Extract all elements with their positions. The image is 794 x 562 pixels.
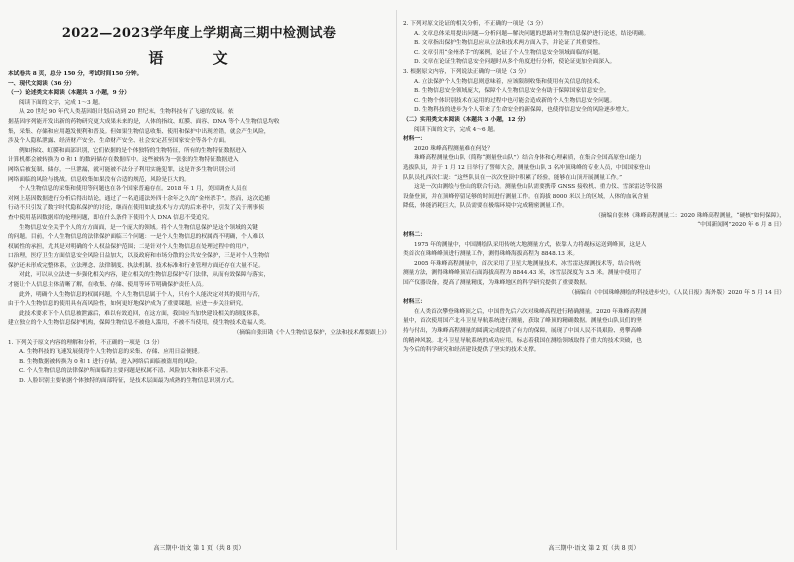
text-line: D. 生物科技的进步为个人带来了生命安全的新保障，也使得信息安全的风险逐步增大。: [414, 107, 633, 114]
text-line: 网络面临的风险与挑战。信息收集如果没有合适的规范，风险是巨大的。: [8, 176, 190, 183]
text-line: 1975 年的测量中，中国测绘队采用传统大地测量方式，依靠人力将觇标运送到峰顶，这是人: [414, 241, 647, 248]
text-line: 从 20 世纪 90 年代人类基因组计划启动到 20 世纪末，生物科技有了飞速的发展。依: [19, 109, 234, 116]
text-line: D. 文章在论证生物信息安全问题时从多个角度进行分析，使论证更加全面深入。: [414, 59, 616, 66]
text-line: A. 文章总体采用提出问题—分析问题—解决问题的思路对生物信息保护进行论述，结论明确。: [414, 30, 650, 37]
left-page: [8, 0, 390, 562]
text-line: 本试卷共 8 页，总分 150 分，考试时间150 分钟。: [8, 71, 143, 77]
text-line: C. 生物个体识别技术在运用的过程中也可能会造成新的个人生物信息安全问题。: [414, 97, 616, 104]
text-line: 类首次在珠峰峰顶进行测量工作，测得珠峰海拔高程为 8848.13 米。: [403, 251, 579, 258]
exam-subject: 语 文: [148, 49, 250, 67]
text-line: 2005 年珠峰高程测量中，首次采用了卫星大地测量技术、冰雪雷达探测技术等，结合传统: [414, 260, 641, 267]
text-line: C. 文章引用“金州杀手”的案例，论证了个人生物信息安全领域面临的问题。: [414, 49, 604, 56]
text-line: （摘编自张林《珠峰高程测量二：2020 珠峰高程测量，“硬核”如何保障》，: [595, 212, 785, 219]
text-line: （二）实用类文本阅读（本题共 3 小题，12 分）: [403, 116, 529, 123]
text-line: 2. 下列对原文论证的相关分析，不正确的一项是（3 分）: [403, 21, 547, 27]
text-line: 降低，体能消耗巨大，队员需要在极端环境中完成精密测量工作。: [403, 203, 568, 210]
text-line: 阅读下面的文字，完成 1～3 题。: [19, 99, 104, 106]
text-line: 个人生物信息的采集和使用等问题也在各个国家普遍存在。2018 年 1 月，美国调查人员在: [19, 186, 248, 193]
text-line: 口治理，医疗卫生方面信息安全风险日益加大，以及政府和市场分散的公共安全保护，三是对个人生物信: [8, 253, 270, 260]
text-line: 材料二：: [403, 232, 426, 239]
text-line: 选拔队员，并于 1 月 12 日举行了誓师大会，测量登山队 3 名冲顶珠峰的专业人员，中国国家登山: [403, 164, 651, 171]
text-line: 材料一：: [403, 136, 426, 143]
text-line: 在人类首次攀登珠峰顶之后，中国曾先后六次对珠峰高程进行精确测量。2020 年珠峰高程测: [414, 308, 647, 315]
text-line: 持与付出，为珠峰高程测量的圆满完成提供了有力的保障，展现了中国人民不畏艰险、勇攀高峰: [403, 328, 642, 334]
text-line: 据基因序列能开发出新的药物研究更大成果未来的是，人体的指纹、虹膜、面容、DNA 等个人生物信息均收: [8, 118, 280, 125]
text-line: 2020 珠峰高程测量难在何处？: [414, 145, 493, 152]
text-line: 对此，可以从立法进一步强化相关内容，建立相关的生物信息保护专门法律，从而有效保障与落实，: [19, 272, 270, 279]
text-line: 保护还未形成完整体系，立法理念、法律制度、执法机制、技术标准和行业管理方面还存在大量不足。: [8, 262, 264, 269]
text-line: 网络后被复制、储存，一旦泄漏，就可能被不法分子利用实施犯罪，这是许多生物识别公司: [8, 166, 236, 173]
text-line: 生物信息安全关乎个人的方方面面，是一个庞大的领域。将个人生物信息保护是这个领域的关键: [19, 224, 258, 231]
text-line: 计算机都会被转换为 0 和 1 的数码储存在数据库中。这些被转为一张张的生物特征数据进入: [8, 157, 239, 164]
text-line: 国产仪器设备，提高了测量精度，为珠峰地区的科学研究提供了重要数据。: [403, 280, 591, 287]
text-line: 1. 下列关于原文内容的理解和分析，不正确的一项是（3 分）: [8, 339, 163, 346]
text-line: 珠峰高程测量登山队（简称“测量登山队”）结合身体和心理素质，在集合全国高原登山能力: [414, 155, 642, 162]
text-line: 建立独立的个人生物信息保护机构，保障生物信息不被他人滥用，不被不当使用，使生物技术造福人类。: [8, 320, 270, 327]
right-page: [403, 0, 785, 562]
text-line: 集，采集、存储和应用越发便利和普及。但如果生物信息收集、使用和保护中出现差错，就会产生风险，: [8, 128, 270, 135]
text-line: “中国新闻网”2020 年 6 月 8 日）: [697, 222, 785, 229]
left-page-footer: 高三期中·语文 第 1 页（共 8 页）: [153, 545, 245, 552]
text-line: 为今后的科学研究和经济建设提供了坚实的技术支撑。: [403, 347, 540, 354]
text-line: B. 生物信息安全领域庞大，保障个人生物信息安全有助于保障国家信息安全。: [414, 88, 610, 95]
text-line: 一、现代文阅读（36 分）: [8, 80, 75, 87]
text-line: 此外，明确个人生物信息的权属问题，个人生物信息属于个人，只有个人能决定对其的使用与否，: [19, 291, 264, 298]
right-text-body: [403, 20, 785, 356]
text-line: A. 生物科技的飞速发展使得个人生物信息的采集、存储、应用日益便捷。: [19, 349, 204, 356]
text-line: （摘编自《中国珠峰测绘的科技进步史》，《人民日报》海外版）2020 年 5 月 14 日）: [568, 289, 785, 296]
text-line: 测量方法，测得珠峰峰顶岩石面海拔高程为 8844.43 米，冰雪层深度为 3.5 米。测量中使用了: [403, 270, 642, 277]
text-line: 材料三：: [403, 299, 426, 306]
text-line: A. 立法保护个人生物信息则意味着，应该限制收集和使用有关信息的技术。: [414, 78, 604, 85]
text-line: （摘编自张田勘《个人生物信息保护，立法和技术都要跟上》）: [233, 330, 390, 337]
text-line: 行动不只引发了数字时代隐私保护的讨论，继而在使用如此技术与方式的后来者中，引发了关于刑事侦: [8, 205, 264, 212]
text-line: 这是一次由测绘与登山的联合行动。测量登山队需要携带 GNSS 接收机、重力仪、雪深雷达等仪器: [414, 184, 663, 191]
text-line: 对网上基因数据进行分析后得出结论，通过了一名逍遥法外四十余年之久的“金州杀手”。然而，这次追捕: [8, 195, 270, 202]
text-line: 量中，首次使用国产北斗卫星导航系统进行测量，获取了峰顶的精确数据。测量登山队员们的坚: [403, 318, 642, 325]
right-page-footer: 高三期中·语文 第 2 页（共 8 页）: [548, 545, 640, 552]
text-line: 此技术要求下个人信息被泄露后，难以有效追回，在这方面，我国应当加快建设相关的制度体系，: [19, 310, 264, 317]
text-line: 查中使用基因数据库的伦理问题，即在什么条件下使用个人 DNA 信息不受追究。: [8, 214, 213, 221]
text-line: 的问题。目前，个人生物信息的法律保护面临三个问题：一是个人生物信息的权属尚不明确，个人难以: [8, 234, 264, 241]
text-line: 涉及个人隐私泄露、经济财产安全、生命财产安全、社会安定甚至国家安全等各个方面。: [8, 138, 230, 145]
text-line: （一）论述类文本阅读（本题共 3 小题，9 分）: [8, 90, 130, 97]
text-line: B. 文章指出保护生物信息应从立法和技术两方面入手，并论证了其重要性。: [414, 40, 604, 47]
text-line: 权属性的承担，尤其是对明确的个人权益保护范围；二是针对个人生物信息在处理过程中的用户，: [8, 243, 253, 250]
left-text-body: [8, 70, 390, 387]
text-line: D. 人脸识别主要依据个体独特的面部特征，是技术层面最为成熟的生物信息识别方式。: [19, 378, 238, 384]
text-line: 3. 根据原文内容，下列说法正确的一项是（3 分）: [403, 68, 530, 75]
text-line: B. 生物数据被转换为 0 和 1 进行存储，进入网络后面临被盗用的风险。: [19, 358, 201, 365]
text-line: 队队员扎西次仁说：“这些队员在一次次登顶中积累了经验，能够在山顶开展测量工作。”: [403, 174, 623, 181]
text-line: 阅读下面的文字，完成 4～6 题。: [414, 126, 499, 133]
text-line: 设备登顶，并在顶峰停留足够的时间进行测量工作。在海拔 8000 米以上的区域，人体的血氧含量: [403, 193, 649, 200]
page-divider: [396, 10, 397, 550]
text-line: 由于个人生物信息的使用具有高风险性，如何更好地保护成为了重要课题，应进一步关注研究。: [8, 301, 247, 308]
exam-title: 2022—2023学年度上学期高三期中检测试卷: [61, 26, 337, 41]
text-line: C. 个人生物信息的法律保护所面临的主要问题是权属不清、风险加大和体系不完善。: [19, 368, 232, 375]
text-line: 例如指纹、虹膜和面部识别，它们依据的是个体独特的生物特征，所有的生物特征数据进入: [19, 147, 247, 154]
text-line: 的精神风貌。北斗卫星导航系统的成功应用，标志着我国在测绘领域取得了重大的技术突破，也: [403, 337, 642, 344]
text-line: 才能让个人信息主体清晰了解，在收集、存储、使用等环节明确保护责任人员。: [8, 282, 208, 289]
